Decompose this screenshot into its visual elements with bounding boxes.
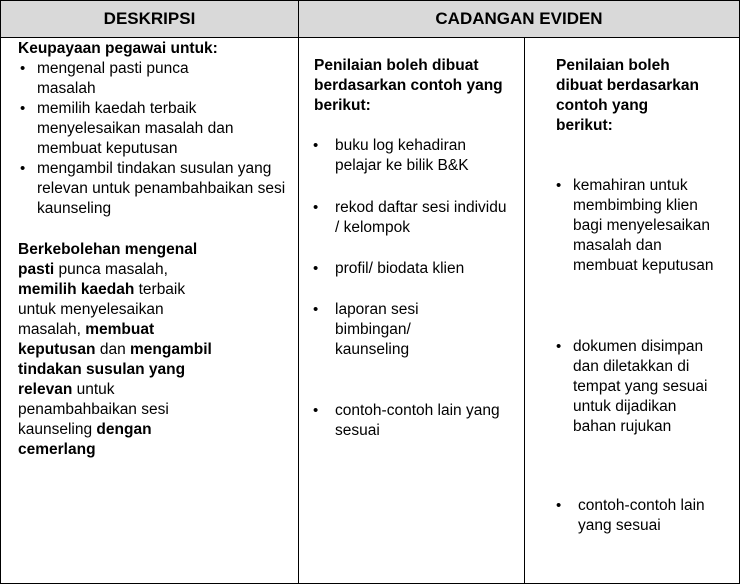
deskripsi-bullet: • mengenal pasti punca masalah (18, 59, 237, 99)
header-cadangan-label: CADANGAN EVIDEN (435, 9, 603, 28)
para-segment: terbaik untuk menyelesaikan masalah, (18, 281, 186, 338)
para-segment: punca masalah, (54, 261, 168, 278)
bullet-icon: • (313, 260, 319, 277)
bullet-icon: • (556, 497, 562, 514)
deskripsi-paragraph (18, 240, 218, 460)
deskripsi-bullet: • memilih kaedah terbaik menyelesaikan masalah dan membuat keputusan (18, 99, 299, 159)
para-bold-segment: mengambil tindakan susulan yang relevan (18, 341, 212, 398)
deskripsi-bullet-list (18, 59, 290, 219)
deskripsi-bullet: • mengambil tindakan susulan yang relevan untuk penambahbaikan sesi kaunseling (18, 159, 299, 219)
para-bold-segment: memilih kaedah (18, 281, 135, 298)
eviden-b-item-text: contoh-contoh lain yang sesuai (578, 497, 705, 534)
para-bold-segment: Berkebolehan mengenal pasti (18, 241, 198, 278)
deskripsi-column (1, 38, 299, 583)
eviden-a-intro: Penilaian boleh dibuat berdasarkan contoh yang berikut: (314, 57, 503, 114)
eviden-column-b (525, 38, 739, 583)
bullet-icon: • (556, 338, 562, 355)
para-segment: untuk penambahbaikan sesi kaunseling (18, 381, 169, 438)
header-deskripsi-label: DESKRIPSI (103, 9, 196, 28)
bullet-icon: • (313, 137, 319, 154)
bullet-icon: • (313, 301, 319, 318)
deskripsi-intro: Keupayaan pegawai untuk: (18, 40, 218, 57)
bullet-icon: • (313, 199, 319, 216)
eviden-b-item-text: dokumen disimpan dan diletakkan di tempat yang sesuai untuk dijadikan bahan rujukan (573, 338, 708, 435)
eviden-a-item-text: profil/ biodata klien (335, 260, 465, 277)
eviden-a-item-text: laporan sesi bimbingan/ kaunseling (335, 301, 419, 358)
eviden-a-item-text: rekod daftar sesi individu / kelompok (335, 199, 507, 236)
bullet-icon: • (313, 402, 319, 419)
para-segment: dan (95, 341, 130, 358)
eviden-column-a (299, 38, 525, 583)
eviden-b-item-text: kemahiran untuk membimbing klien bagi menyelesaikan masalah dan membuat keputusan (573, 177, 714, 274)
eviden-a-item-text: contoh-contoh lain yang sesuai (335, 402, 500, 439)
bullet-icon: • (556, 177, 562, 194)
header-deskripsi (1, 1, 299, 38)
para-bold-segment: membuat keputusan (18, 321, 155, 358)
para-bold-segment: dengan cemerlang (18, 421, 152, 458)
eviden-b-intro: Penilaian boleh dibuat berdasarkan contoh yang berikut: (556, 57, 699, 134)
eviden-a-item-text: buku log kehadiran pelajar ke bilik B&K (335, 137, 469, 174)
header-cadangan-eviden (299, 1, 739, 38)
